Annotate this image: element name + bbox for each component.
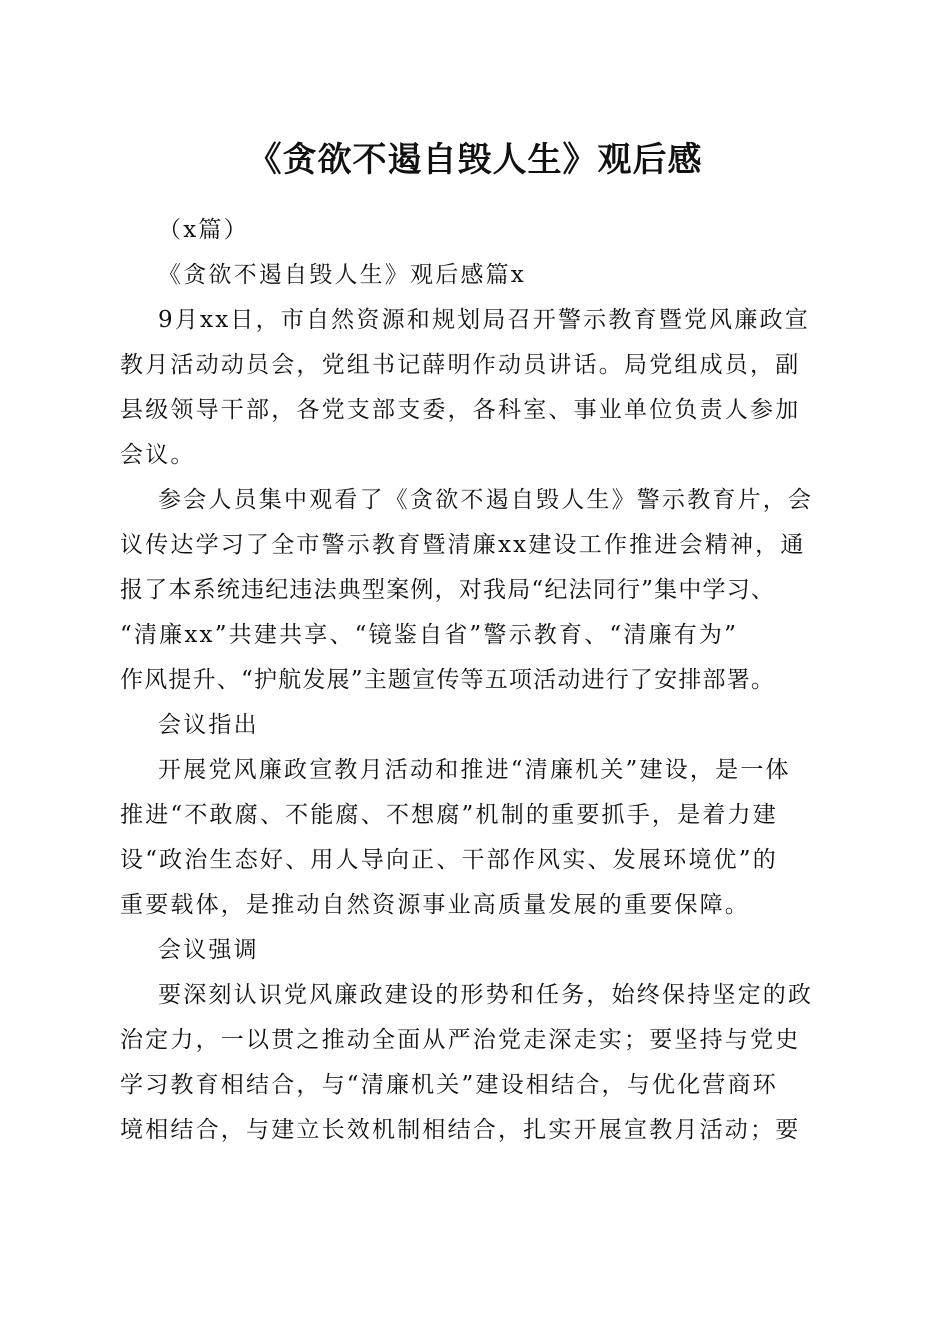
paragraph-line: 设“政治生态好、用人导向正、干部作风实、发展环境优”的 <box>120 847 778 873</box>
paragraph-line: 开展党风廉政宣教月活动和推进“清廉机关”建设，是一体 <box>158 757 791 783</box>
paragraph-line: 重要载体，是推动自然资源事业高质量发展的重要保障。 <box>120 892 750 918</box>
paragraph-line: 9月xx日，市自然资源和规划局召开警示教育暨党风廉政宣 <box>158 307 810 333</box>
section-heading: 《贪欲不遏自毁人生》观后感篇x <box>158 262 526 288</box>
paragraph-line: 县级领导干部，各党支部支委，各科室、事业单位负责人参加 <box>120 397 801 423</box>
subtitle-count: （x篇） <box>158 217 249 243</box>
paragraph-line: 教月活动动员会，党组书记薛明作动员讲话。局党组成员，副 <box>120 352 801 378</box>
paragraph-line: 会议。 <box>120 442 196 468</box>
paragraph-line: “清廉xx”共建共享、“镜鉴自省”警示教育、“清廉有为” <box>120 622 739 648</box>
subheading-meeting-pointed-out: 会议指出 <box>158 712 259 738</box>
paragraph-line: 推进“不敢腐、不能腐、不想腐”机制的重要抓手，是着力建 <box>120 802 778 828</box>
document-body <box>120 208 830 1153</box>
paragraph-line: 要深刻认识党风廉政建设的形势和任务，始终保持坚定的政 <box>158 982 814 1008</box>
paragraph-line: 境相结合，与建立长效机制相结合，扎实开展宣教月活动；要 <box>120 1117 801 1143</box>
paragraph-line: 报了本系统违纪违法典型案例，对我局“纪法同行”集中学习、 <box>120 577 776 603</box>
paragraph-line: 议传达学习了全市警示教育暨清廉xx建设工作推进会精神，通 <box>120 532 806 558</box>
document-title: 《贪欲不遏自毁人生》观后感 <box>247 140 703 180</box>
subheading-meeting-emphasized: 会议强调 <box>158 937 259 963</box>
paragraph-line: 参会人员集中观看了《贪欲不遏自毁人生》警示教育片，会 <box>158 487 814 513</box>
paragraph-line: 作风提升、“护航发展”主题宣传等五项活动进行了安排部署。 <box>120 667 776 693</box>
paragraph-line: 学习教育相结合，与“清廉机关”建设相结合，与优化营商环 <box>120 1072 778 1098</box>
paragraph-line: 治定力，一以贯之推动全面从严治党走深走实；要坚持与党史 <box>120 1027 801 1053</box>
